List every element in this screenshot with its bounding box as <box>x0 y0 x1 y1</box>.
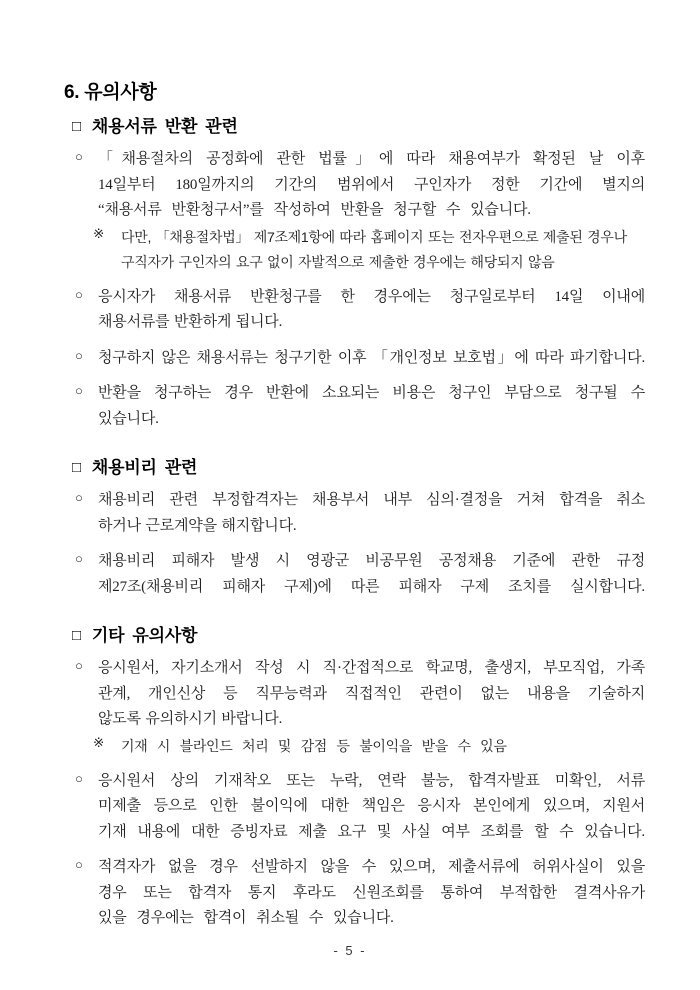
bullet-item <box>64 549 645 600</box>
text-line: 응시원서 상의 기재착오 또는 누락, 연락 불능, 합격자발표 미확인, 서류 <box>98 772 645 789</box>
text-line: 않도록 유의하시기 바랍니다. <box>98 711 283 727</box>
text-line: 하거나 근로계약을 해지합니다. <box>98 517 297 534</box>
circle-bullet-icon: ○ <box>75 286 83 302</box>
note-line: 구직자가 구인자의 요구 없이 자발적으로 제출한 경우에는 해당되지 않음 <box>121 253 555 270</box>
bullet-item <box>64 769 645 846</box>
bullet-item <box>64 346 645 372</box>
page-number: - 5 - <box>333 943 367 958</box>
section-other-notes <box>64 621 645 932</box>
circle-bullet-icon: ○ <box>75 857 83 872</box>
circle-bullet-icon: ○ <box>75 149 83 164</box>
reference-mark-icon: ※ <box>93 225 105 241</box>
circle-bullet-icon: ○ <box>75 347 83 363</box>
square-bullet-icon: □ <box>72 628 81 644</box>
circle-bullet-icon: ○ <box>75 490 83 505</box>
text-line: 14일부터 180일까지의 기간의 범위에서 구인자가 정한 기간에 별지의 <box>98 176 645 193</box>
section-heading <box>64 112 645 137</box>
reference-note <box>93 734 645 759</box>
bullet-item <box>64 855 645 932</box>
text-line: 적격자가 없을 경우 선발하지 않을 수 있으며, 제출서류에 허위사실이 있을 <box>98 859 645 875</box>
text-line: 경우 또는 합격자 통지 후라도 신원조회를 통하여 부적합한 결격사유가 <box>98 884 645 901</box>
bullet-item <box>64 147 645 275</box>
text-line: 있을 경우에는 합격이 취소될 수 있습니다. <box>98 910 394 926</box>
text-line: 기재 내용에 대한 증빙자료 제출 요구 및 사실 여부 조회를 할 수 있습니다. <box>98 823 645 840</box>
text-line: 관계, 개인신상 등 직무능력과 직접적인 관련이 없는 내용을 기술하지 <box>98 685 645 702</box>
section-heading-text: 채용서류 반환 관련 <box>91 117 238 136</box>
circle-bullet-icon: ○ <box>75 770 83 786</box>
section-heading <box>64 621 645 646</box>
text-line: 있습니다. <box>98 410 159 427</box>
text-line: 채용서류를 반환하게 됩니다. <box>98 314 283 330</box>
circle-bullet-icon: ○ <box>75 551 83 566</box>
square-bullet-icon: □ <box>72 460 81 476</box>
bullet-item <box>64 488 645 539</box>
bullet-item <box>64 285 645 336</box>
text-line: “채용서류 반환청구서”를 작성하여 반환을 청구할 수 있습니다. <box>98 202 531 218</box>
circle-bullet-icon: ○ <box>75 383 83 398</box>
text-line: 청구하지 않은 채용서류는 청구기한 이후 「개인정보 보호법」에 따라 파기합니다. <box>98 349 645 366</box>
bullet-item <box>64 656 645 759</box>
reference-note <box>93 225 645 275</box>
text-line: 응시원서, 자기소개서 작성 시 직·간접적으로 학교명, 출생지, 부모직업, 가족 <box>98 660 645 676</box>
note-line: 기재 시 블라인드 처리 및 감점 등 불이익을 받을 수 있음 <box>121 737 507 754</box>
section-heading-text: 채용비리 관련 <box>91 458 198 477</box>
square-bullet-icon: □ <box>72 119 81 135</box>
text-line: 「채용절차의 공정화에 관한 법률」에 따라 채용여부가 확정된 날 이후 <box>98 151 645 167</box>
bullet-item <box>64 381 645 432</box>
text-line: 제27조(채용비리 피해자 구제)에 따른 피해자 구제 조치를 실시합니다. <box>98 578 645 595</box>
section-heading <box>64 453 645 478</box>
text-line: 채용비리 피해자 발생 시 영광군 비공무원 공정채용 기준에 관한 규정 <box>98 553 645 569</box>
circle-bullet-icon: ○ <box>75 658 83 673</box>
reference-mark-icon: ※ <box>93 734 105 750</box>
text-line: 미제출 등으로 인한 불이익에 대한 책임은 응시자 본인에게 있으며, 지원서 <box>98 798 645 814</box>
section-document-return <box>64 112 645 432</box>
note-line: 다만, 「채용절차법」 제7조제1항에 따라 홈페이지 또는 전자우편으로 제출된 경우나 <box>121 228 627 245</box>
section-hiring-fraud <box>64 453 645 600</box>
text-line: 반환을 청구하는 경우 반환에 소요되는 비용은 청구인 부담으로 청구될 수 <box>98 385 645 401</box>
page-title: 6. 유의사항 <box>64 82 157 103</box>
text-line: 응시자가 채용서류 반환청구를 한 경우에는 청구일로부터 14일 이내에 <box>98 288 645 305</box>
text-line: 채용비리 관련 부정합격자는 채용부서 내부 심의·결정을 거쳐 합격을 취소 <box>98 492 645 508</box>
section-heading-text: 기타 유의사항 <box>91 626 198 645</box>
